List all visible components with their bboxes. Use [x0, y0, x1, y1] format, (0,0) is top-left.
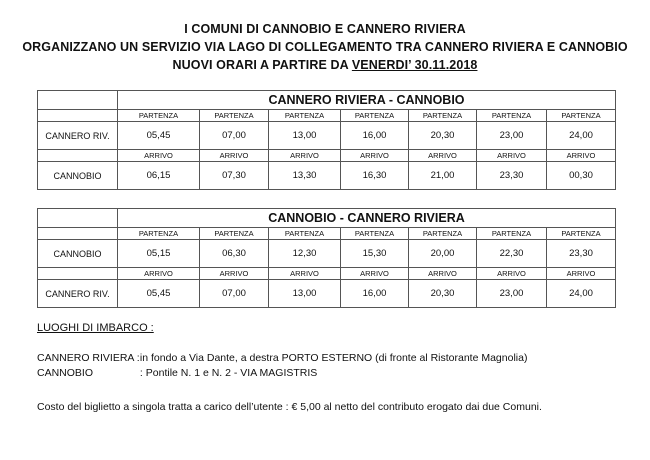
times-row — [38, 240, 616, 268]
time-cell: 23,00 — [477, 122, 547, 150]
time-cell: 13,00 — [269, 122, 341, 150]
column-label: ARRIVO — [547, 150, 616, 162]
column-label: ARRIVO — [269, 150, 341, 162]
time-cell: 07,30 — [200, 162, 269, 190]
time-cell: 05,15 — [118, 240, 200, 268]
label-row — [38, 150, 616, 162]
time-cell: 21,00 — [409, 162, 477, 190]
column-label: PARTENZA — [547, 228, 616, 240]
column-label: ARRIVO — [409, 150, 477, 162]
time-cell: 06,30 — [200, 240, 269, 268]
time-cell: 13,00 — [269, 280, 341, 308]
time-cell: 23,30 — [477, 162, 547, 190]
time-cell: 23,00 — [477, 280, 547, 308]
column-label: ARRIVO — [341, 268, 409, 280]
station-name: CANNOBIO — [38, 162, 118, 190]
time-cell: 15,30 — [341, 240, 409, 268]
column-label: ARRIVO — [269, 268, 341, 280]
column-label: ARRIVO — [200, 268, 269, 280]
place-name: CANNERO RIVIERA : — [37, 352, 140, 364]
column-label: PARTENZA — [477, 110, 547, 122]
timetable-cannero-cannobio — [37, 90, 616, 190]
place-desc: : Pontile N. 1 e N. 2 - VIA MAGISTRIS — [139, 367, 318, 379]
time-cell: 05,45 — [118, 280, 200, 308]
time-cell: 16,00 — [341, 280, 409, 308]
column-label: PARTENZA — [409, 110, 477, 122]
boarding-heading: LUOGHI DI IMBARCO : — [37, 322, 154, 334]
column-label: PARTENZA — [341, 228, 409, 240]
time-cell: 12,30 — [269, 240, 341, 268]
boarding-place-cannero — [37, 352, 527, 364]
time-cell: 16,30 — [341, 162, 409, 190]
time-cell: 20,30 — [409, 280, 477, 308]
header-line-1: I COMUNI DI CANNOBIO E CANNERO RIVIERA — [184, 22, 466, 36]
time-cell: 06,15 — [118, 162, 200, 190]
boarding-place-cannobio — [37, 367, 317, 379]
column-label: ARRIVO — [118, 268, 200, 280]
column-label: PARTENZA — [200, 110, 269, 122]
time-cell: 00,30 — [547, 162, 616, 190]
column-label: PARTENZA — [200, 228, 269, 240]
column-label: ARRIVO — [118, 150, 200, 162]
time-cell: 13,30 — [269, 162, 341, 190]
times-row — [38, 280, 616, 308]
station-name: CANNERO RIV. — [38, 122, 118, 150]
label-row — [38, 110, 616, 122]
times-row — [38, 122, 616, 150]
time-cell: 16,00 — [341, 122, 409, 150]
column-label: PARTENZA — [269, 110, 341, 122]
place-desc: in fondo a Via Dante, a destra PORTO ESTERNO (di fronte al Ristorante Magnolia) — [139, 352, 528, 364]
column-label: ARRIVO — [200, 150, 269, 162]
time-cell: 23,30 — [547, 240, 616, 268]
column-label: ARRIVO — [409, 268, 477, 280]
column-label: PARTENZA — [118, 228, 200, 240]
label-row — [38, 268, 616, 280]
column-label: ARRIVO — [341, 150, 409, 162]
station-name: CANNERO RIV. — [38, 280, 118, 308]
column-label: PARTENZA — [118, 110, 200, 122]
route-title: CANNERO RIVIERA - CANNOBIO — [118, 91, 616, 110]
time-cell: 07,00 — [200, 280, 269, 308]
place-name: CANNOBIO — [37, 367, 94, 379]
time-cell: 05,45 — [118, 122, 200, 150]
timetable-cannobio-cannero — [37, 208, 616, 308]
times-row — [38, 162, 616, 190]
time-cell: 20,30 — [409, 122, 477, 150]
column-label: ARRIVO — [477, 150, 547, 162]
column-label: PARTENZA — [269, 228, 341, 240]
column-label: ARRIVO — [477, 268, 547, 280]
time-cell: 20,00 — [409, 240, 477, 268]
header-line-3 — [0, 58, 650, 72]
header-line-2: ORGANIZZANO UN SERVIZIO VIA LAGO DI COLLEGAMENTO TRA CANNERO RIVIERA E CANNOBIO — [22, 40, 628, 54]
station-name: CANNOBIO — [38, 240, 118, 268]
header-line-3-prefix: NUOVI ORARI A PARTIRE DA — [172, 58, 352, 72]
column-label: ARRIVO — [547, 268, 616, 280]
time-cell: 07,00 — [200, 122, 269, 150]
time-cell: 24,00 — [547, 280, 616, 308]
route-title: CANNOBIO - CANNERO RIVIERA — [118, 209, 616, 228]
column-label: PARTENZA — [409, 228, 477, 240]
start-date: VENERDI’ 30.11.2018 — [351, 58, 478, 72]
column-label: PARTENZA — [341, 110, 409, 122]
label-row — [38, 228, 616, 240]
column-label: PARTENZA — [547, 110, 616, 122]
column-label: PARTENZA — [477, 228, 547, 240]
ticket-cost: Costo del biglietto a singola tratta a carico dell’utente : € 5,00 al netto del contributo erogato dai due Comuni. — [37, 401, 542, 413]
time-cell: 22,30 — [477, 240, 547, 268]
time-cell: 24,00 — [547, 122, 616, 150]
